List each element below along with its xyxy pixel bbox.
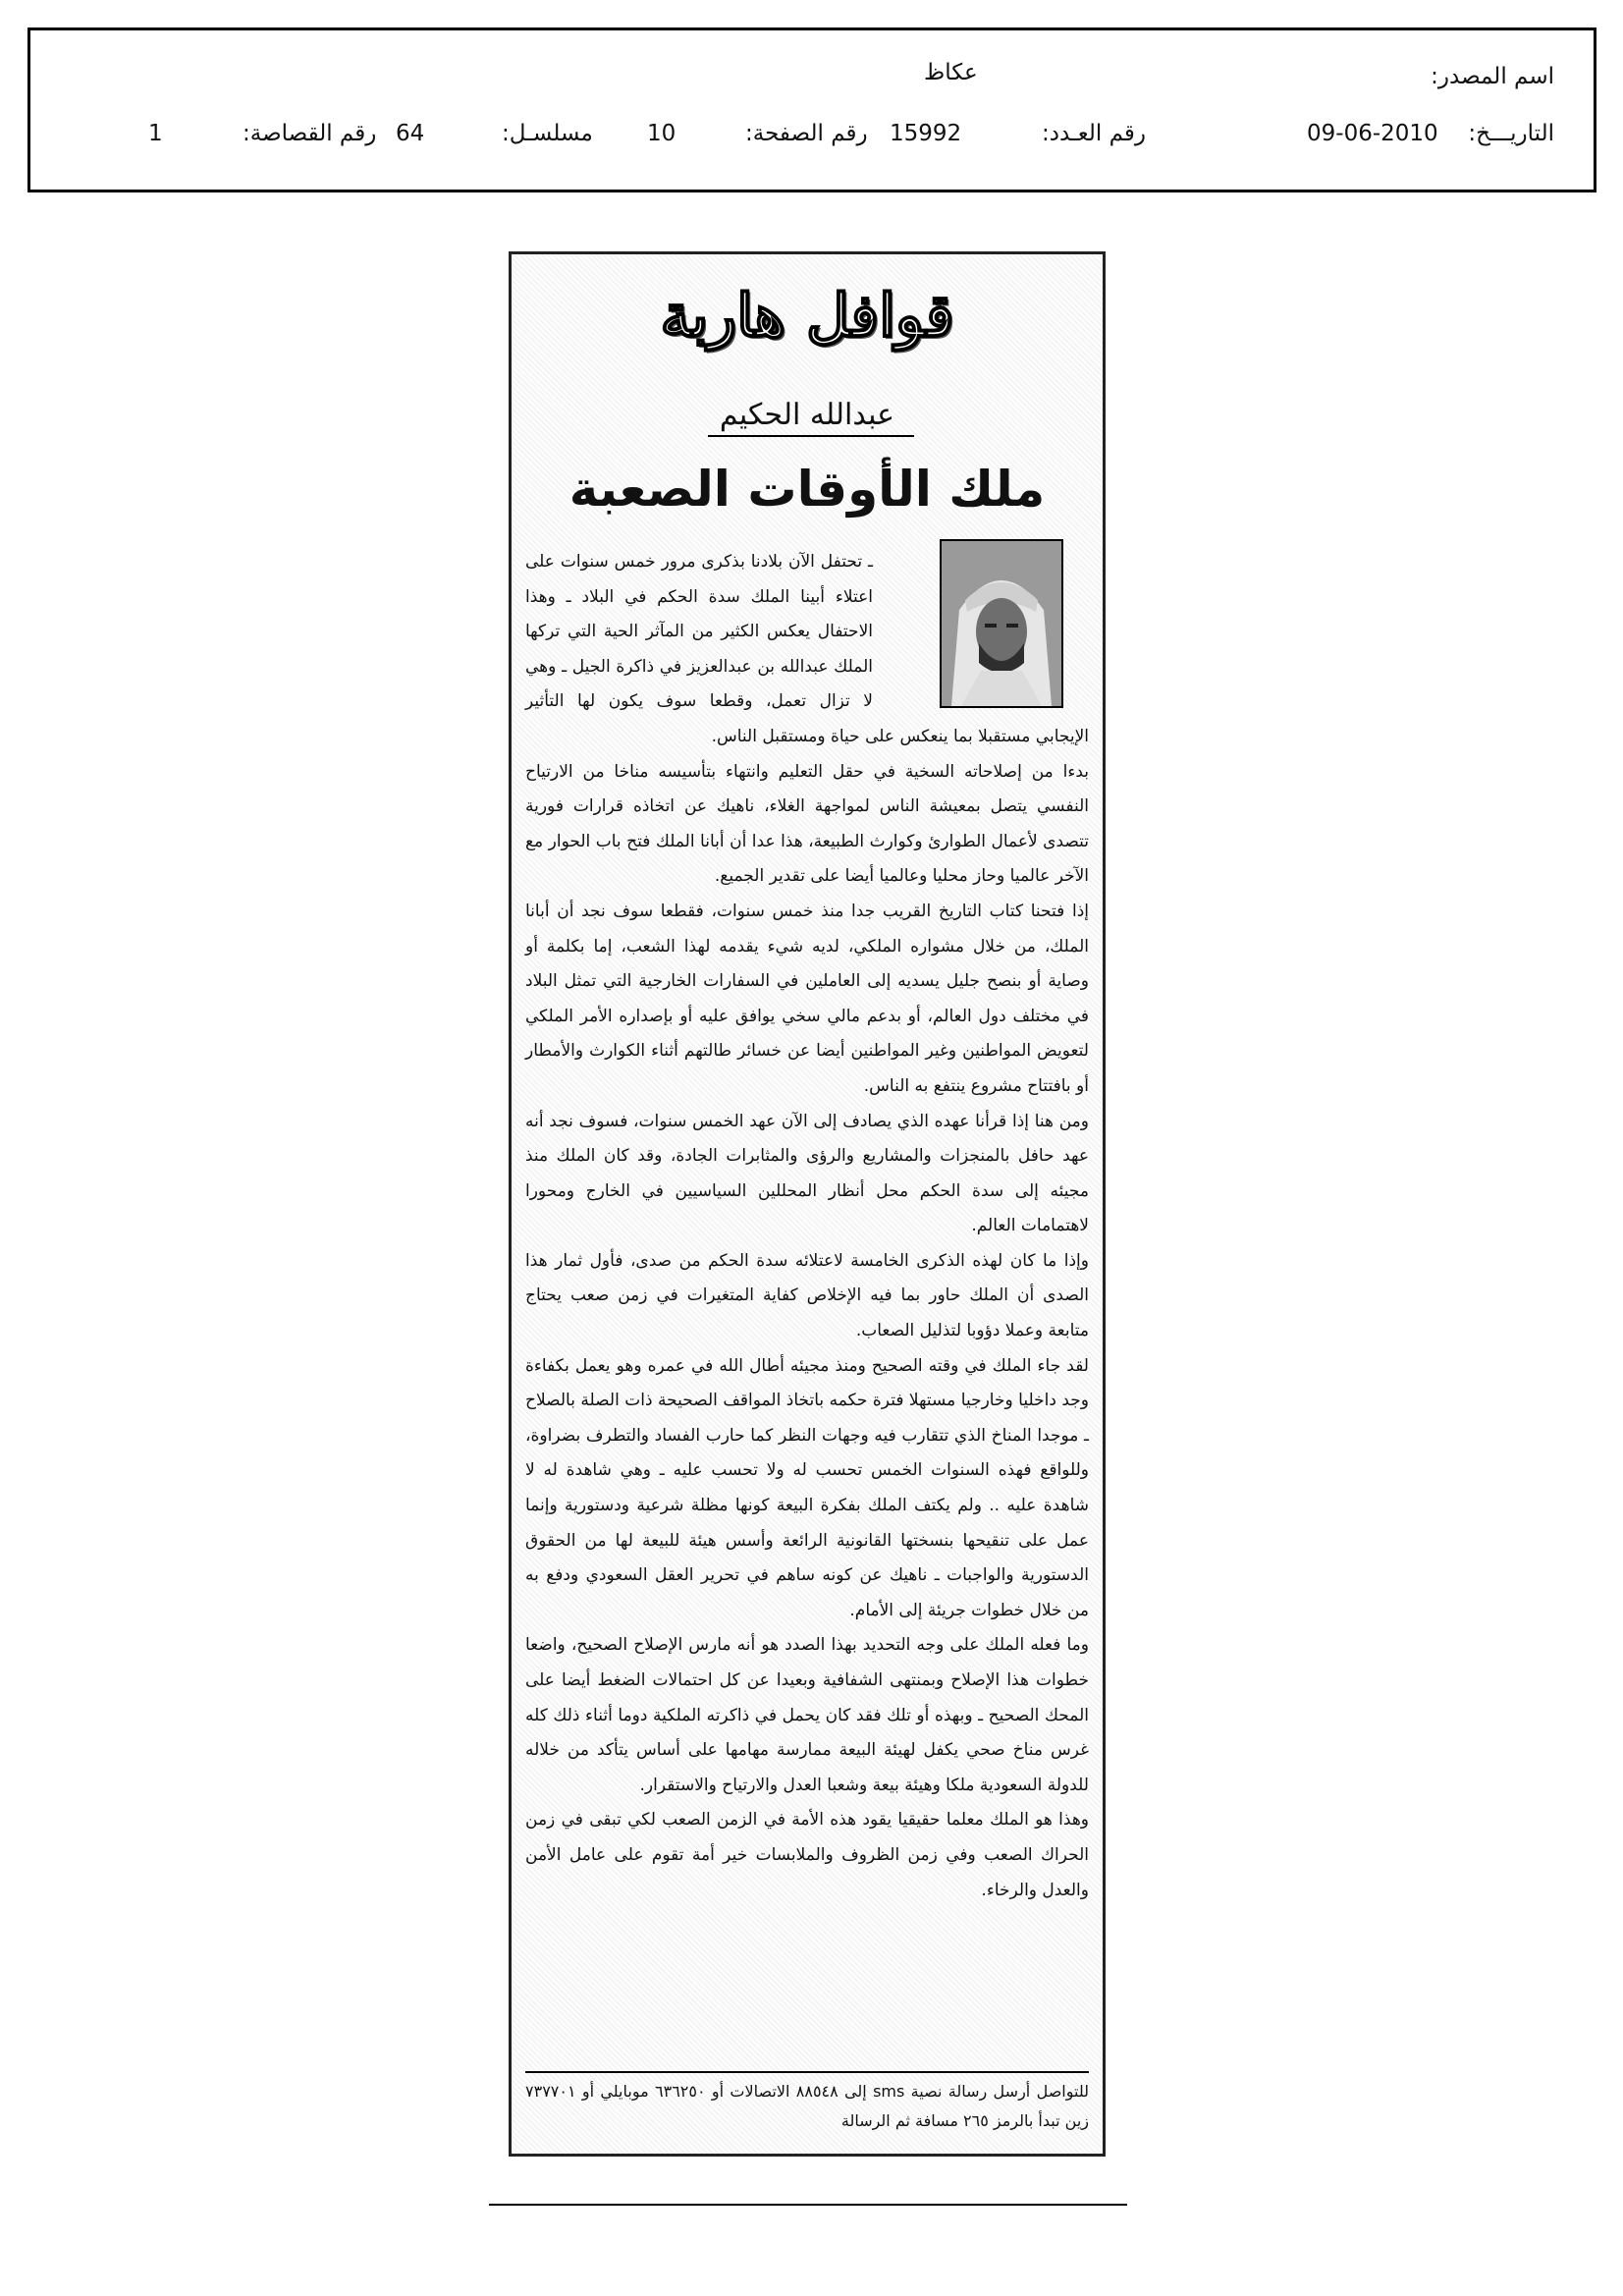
article-body bbox=[525, 545, 1089, 1908]
source-label: اسم المصدر: bbox=[1431, 64, 1554, 89]
source-value: عكاظ bbox=[924, 60, 978, 85]
date-label: التاريـــخ: bbox=[1468, 121, 1554, 146]
issue-value: 15992 bbox=[890, 121, 962, 146]
paragraph-4: ومن هنا إذا قرأنا عهده الذي يصادف إلى الآن عهد الخمس سنوات، فسوف نجد أنه عهد حافل بالمنجزات والمشاريع والرؤى والمثابرات الجادة، وقد كان الملك منذ مجيئه إلى سدة الحكم محل أنظار المحللين السياسيين في الخارج ومحورا لاهتمامات العالم. bbox=[525, 1111, 1089, 1236]
author-underline bbox=[708, 435, 914, 437]
serial-value: 64 bbox=[396, 121, 425, 146]
clipping-bottom-rule bbox=[489, 2204, 1127, 2206]
paragraph-5: وإذا ما كان لهذه الذكرى الخامسة لاعتلائه سدة الحكم من صدى، فأول ثمار هذا الصدى أن الملك حاور بما فيه الإخلاص كفاية المتغيرات في زمن صعب يحتاج متابعة وعملا دؤوبا لتذليل الصعاب. bbox=[525, 1250, 1089, 1341]
contact-footer-note: للتواصل أرسل رسالة نصية sms إلى ٨٨٥٤٨ الاتصالات أو ٦٣٦٢٥٠ موبايلي أو ٧٣٧٧٠١ زين تبدأ بالرمز ٢٦٥ مسافة ثم الرسالة bbox=[525, 2082, 1090, 2130]
page-label: رقم الصفحة: bbox=[745, 121, 868, 146]
footer-divider bbox=[525, 2071, 1089, 2073]
paragraph-6: لقد جاء الملك في وقته الصحيح ومنذ مجيئه أطال الله في عمره وهو يعمل بكفاءة وجد داخليا وخارجيا مستهلا فترة حكمه باتخاذ المواقف الصحيحة ذات الصلة بالصلاح ـ موجدا المناخ الذي تتقارب فيه وجهات النظر كما حارب الفساد والتطرف بضراوة، وللواقع فهذه السنوات الخمس تحسب له ولا تحسب عليه ـ وهي شاهدة له لا شاهدة عليه .. ولم يكتف الملك بفكرة البيعة كونها مظلة شرعية ودستورية وإنما عمل على تنقيحها بنسختها القانونية الرائعة وأسس هيئة للبيعة لها من الحقوق الدستورية والواجبات ـ ناهيك عن كونه ساهم في تحرير العقل السعودي ودفع به من خلال خطوات جريئة إلى الأمام. bbox=[525, 1355, 1089, 1620]
paragraph-2: بدءا من إصلاحاته السخية في حقل التعليم وانتهاء بتأسيسه مناخا من الارتياح النفسي يتصل بمعيشة الناس لمواجهة الغلاء، ناهيك عن اتخاذه قرارات فورية تتصدى لأعمال الطوارئ وكوارث الطبيعة، هذا عدا أن أبانا الملك فتح باب الحوار مع الآخر عالميا وحاز محليا وعالميا أيضا على تقدير الجميع. bbox=[525, 761, 1089, 887]
article-headline: ملك الأوقات الصعبة bbox=[568, 461, 1046, 518]
newspaper-article-clipping bbox=[509, 251, 1106, 2157]
column-title: قوافل هاربة bbox=[660, 282, 954, 351]
issue-label: رقم العـدد: bbox=[1042, 121, 1147, 146]
serial-label: مسلسـل: bbox=[502, 121, 593, 146]
paragraph-8: وهذا هو الملك معلما حقيقيا يقود هذه الأمة في الزمن الصعب لكي تبقى في زمن الحراك الصعب وفي زمن الظروف والملابسات خير أمة تقوم على عامل الأمن والعدل والرخاء. bbox=[525, 1810, 1089, 1900]
paragraph-1: ـ تحتفل الآن بلادنا بذكرى مرور خمس سنوات على اعتلاء أبينا الملك سدة الحكم في البلاد ـ وهذا الاحتفال يعكس الكثير من المآثر الحية التي تركها الملك عبدالله بن عبدالعزيز في ذاكرة الجيل ـ وهي لا تزال تعمل، وقطعا سوف يكون لها التأثير الإيجابي مستقبلا بما ينعكس على حياة ومستقبل الناس. bbox=[525, 552, 1089, 746]
clip-label: رقم القصاصة: bbox=[243, 121, 377, 146]
clipping-metadata-box bbox=[27, 27, 1596, 192]
clip-value: 1 bbox=[148, 121, 163, 146]
photo-wrap-spacer bbox=[873, 545, 1089, 714]
author-name: عبدالله الحكيم bbox=[719, 398, 895, 432]
paragraph-7: وما فعله الملك على وجه التحديد بهذا الصدد هو أنه مارس الإصلاح الصحيح، واضعا خطوات هذا الإصلاح وبمنتهى الشفافية وبعيدا عن كل احتمالات الضغط أيضا على المحك الصحيح ـ وبهذه أو تلك فقد كان يحمل في ذاكرته الملكية دوما أثناء ذلك كله غرس مناخ صحي يكفل لهيئة البيعة ممارسة مهامها على أساس يتأكد من خلاله للدولة السعودية ملكا وهيئة بيعة وشعبا العدل والارتياح والاستقرار. bbox=[525, 1635, 1089, 1795]
date-value: 09-06-2010 bbox=[1307, 121, 1438, 146]
page-value: 10 bbox=[647, 121, 676, 146]
paragraph-3: إذا فتحنا كتاب التاريخ القريب جدا منذ خمس سنوات، فقطعا سوف نجد أن أبانا الملك، من خلال مشواره الملكي، لديه شيء يقدمه لهذا الشعب، إما بكلمة أو وصاية أو بنصح جليل يسديه إلى العاملين في السفارات الخارجية التي تمثل البلاد في مختلف دول العالم، أو بدعم مالي سخي يوافق عليه أو بإصداره الأمر الملكي لتعويض المواطنين وغير المواطنين أيضا عن خسائر طالتهم أثناء الكوارث والأمطار أو بافتتاح مشروع ينتفع به الناس. bbox=[525, 901, 1089, 1096]
